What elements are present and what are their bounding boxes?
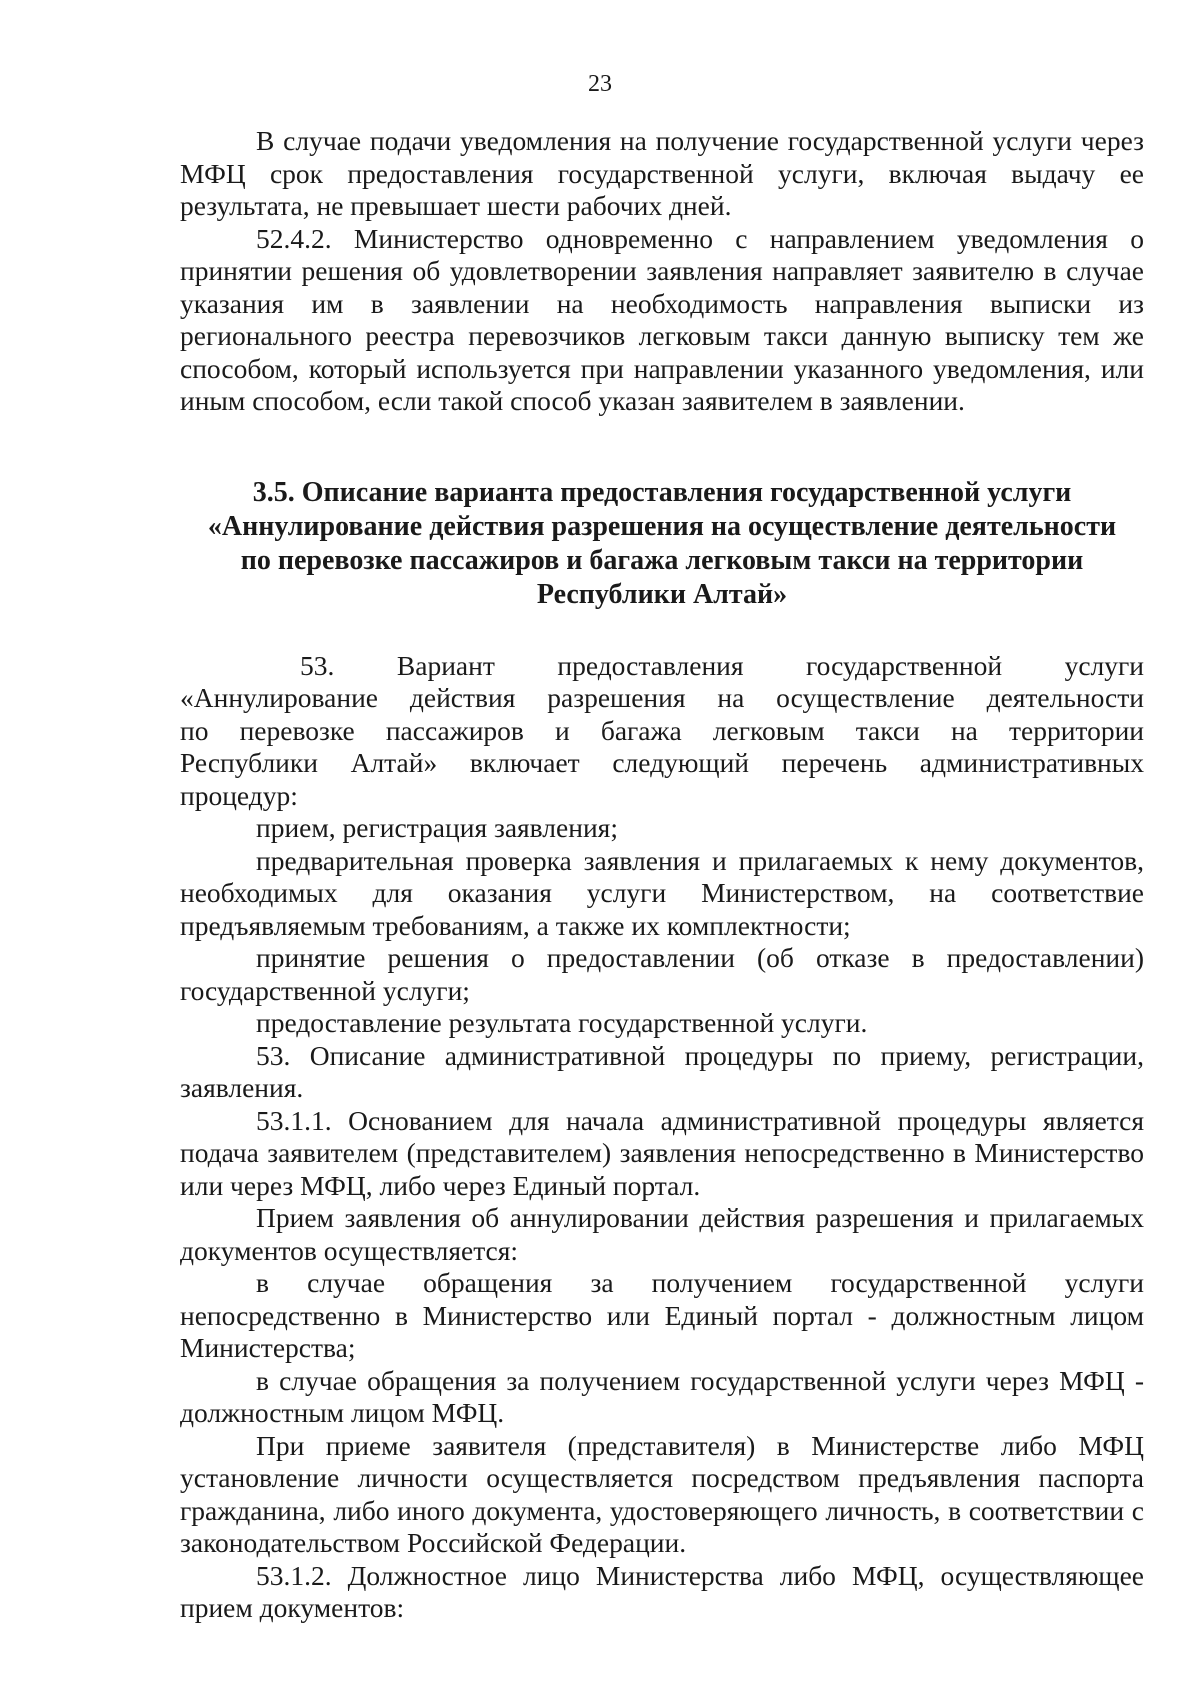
paragraph-mfc-deadline: В случае подачи уведомления на получение государственной услуги через МФЦ срок предоставления государственной услуги, включая выдачу ее результата, не превышает шести рабочих дней.	[180, 125, 1144, 221]
paragraph-53-1-2: 53.1.2. Должностное лицо Министерства либо МФЦ, осуществляющее прием документов:	[180, 1559, 1144, 1623]
heading-line-4: Республики Алтай»	[536, 578, 788, 610]
paragraph-ministry-case: в случае обращения за получением государственной услуги непосредственно в Министерство или Единый портал - должностным лицом Министерства;	[180, 1267, 1144, 1363]
page-number: 23	[588, 71, 612, 97]
list-item-preliminary-check: предварительная проверка заявления и прилагаемых к нему документов, необходимых для оказания услуги Министерством, на соответствие предъявляемым требованиям, а также их комплектности;	[180, 844, 1144, 941]
heading-line-1: 3.5. Описание варианта предоставления государственной услуги	[252, 476, 1072, 508]
paragraph-acceptance: Прием заявления об аннулировании действия разрешения и прилагаемых документов осуществляется:	[180, 1202, 1144, 1266]
paragraph-mfc-case: в случае обращения за получением государственной услуги через МФЦ - должностным лицом МФЦ.	[180, 1364, 1144, 1428]
paragraph-identity: При приеме заявителя (представителя) в Министерстве либо МФЦ установление личности осуществляется посредством предъявления паспорта гражданина, либо иного документа, удостоверяющего личность, в соответствии с законодательством Российской Федерации.	[180, 1429, 1144, 1558]
heading-line-3: по перевозке пассажиров и багажа легковым такси на территории	[240, 544, 1084, 576]
paragraph-53-1-1: 53.1.1. Основанием для начала административной процедуры является подача заявителем (представителем) заявления непосредственно в Министерство или через МФЦ, либо через Единый портал.	[180, 1104, 1144, 1201]
list-item-result: предоставление результата государственной услуги.	[256, 1007, 868, 1038]
paragraph-52-4-2: 52.4.2. Министерство одновременно с направлением уведомления о принятии решения об удовлетворении заявления направляет заявителю в случае указания им в заявлении на необходимость направления выписки из регионального реестра перевозчиков легковым такси данную выписку тем же способом, который используется при направлении указанного уведомления, или иным способом, если такой способ указан заявителем в заявлении.	[180, 222, 1144, 416]
paragraph-53-description: 53. Описание административной процедуры по приему, регистрации, заявления.	[180, 1039, 1144, 1103]
document-body	[180, 125, 1144, 1625]
list-item-decision: принятие решения о предоставлении (об отказе в предоставлении) государственной услуги;	[180, 942, 1144, 1006]
heading-line-2: «Аннулирование действия разрешения на осуществление деятельности	[207, 510, 1117, 542]
section-heading-3-5	[180, 476, 1144, 612]
paragraph-53-variant: 53. Вариант предоставления государственной услуги «Аннулирование действия разрешения на осуществление деятельности по перевозке пассажиров и багажа легковым такси на территории Республики Алтай» включает следующий перечень административных процедур:	[180, 649, 1144, 811]
list-item-registration: прием, регистрация заявления;	[256, 812, 618, 843]
